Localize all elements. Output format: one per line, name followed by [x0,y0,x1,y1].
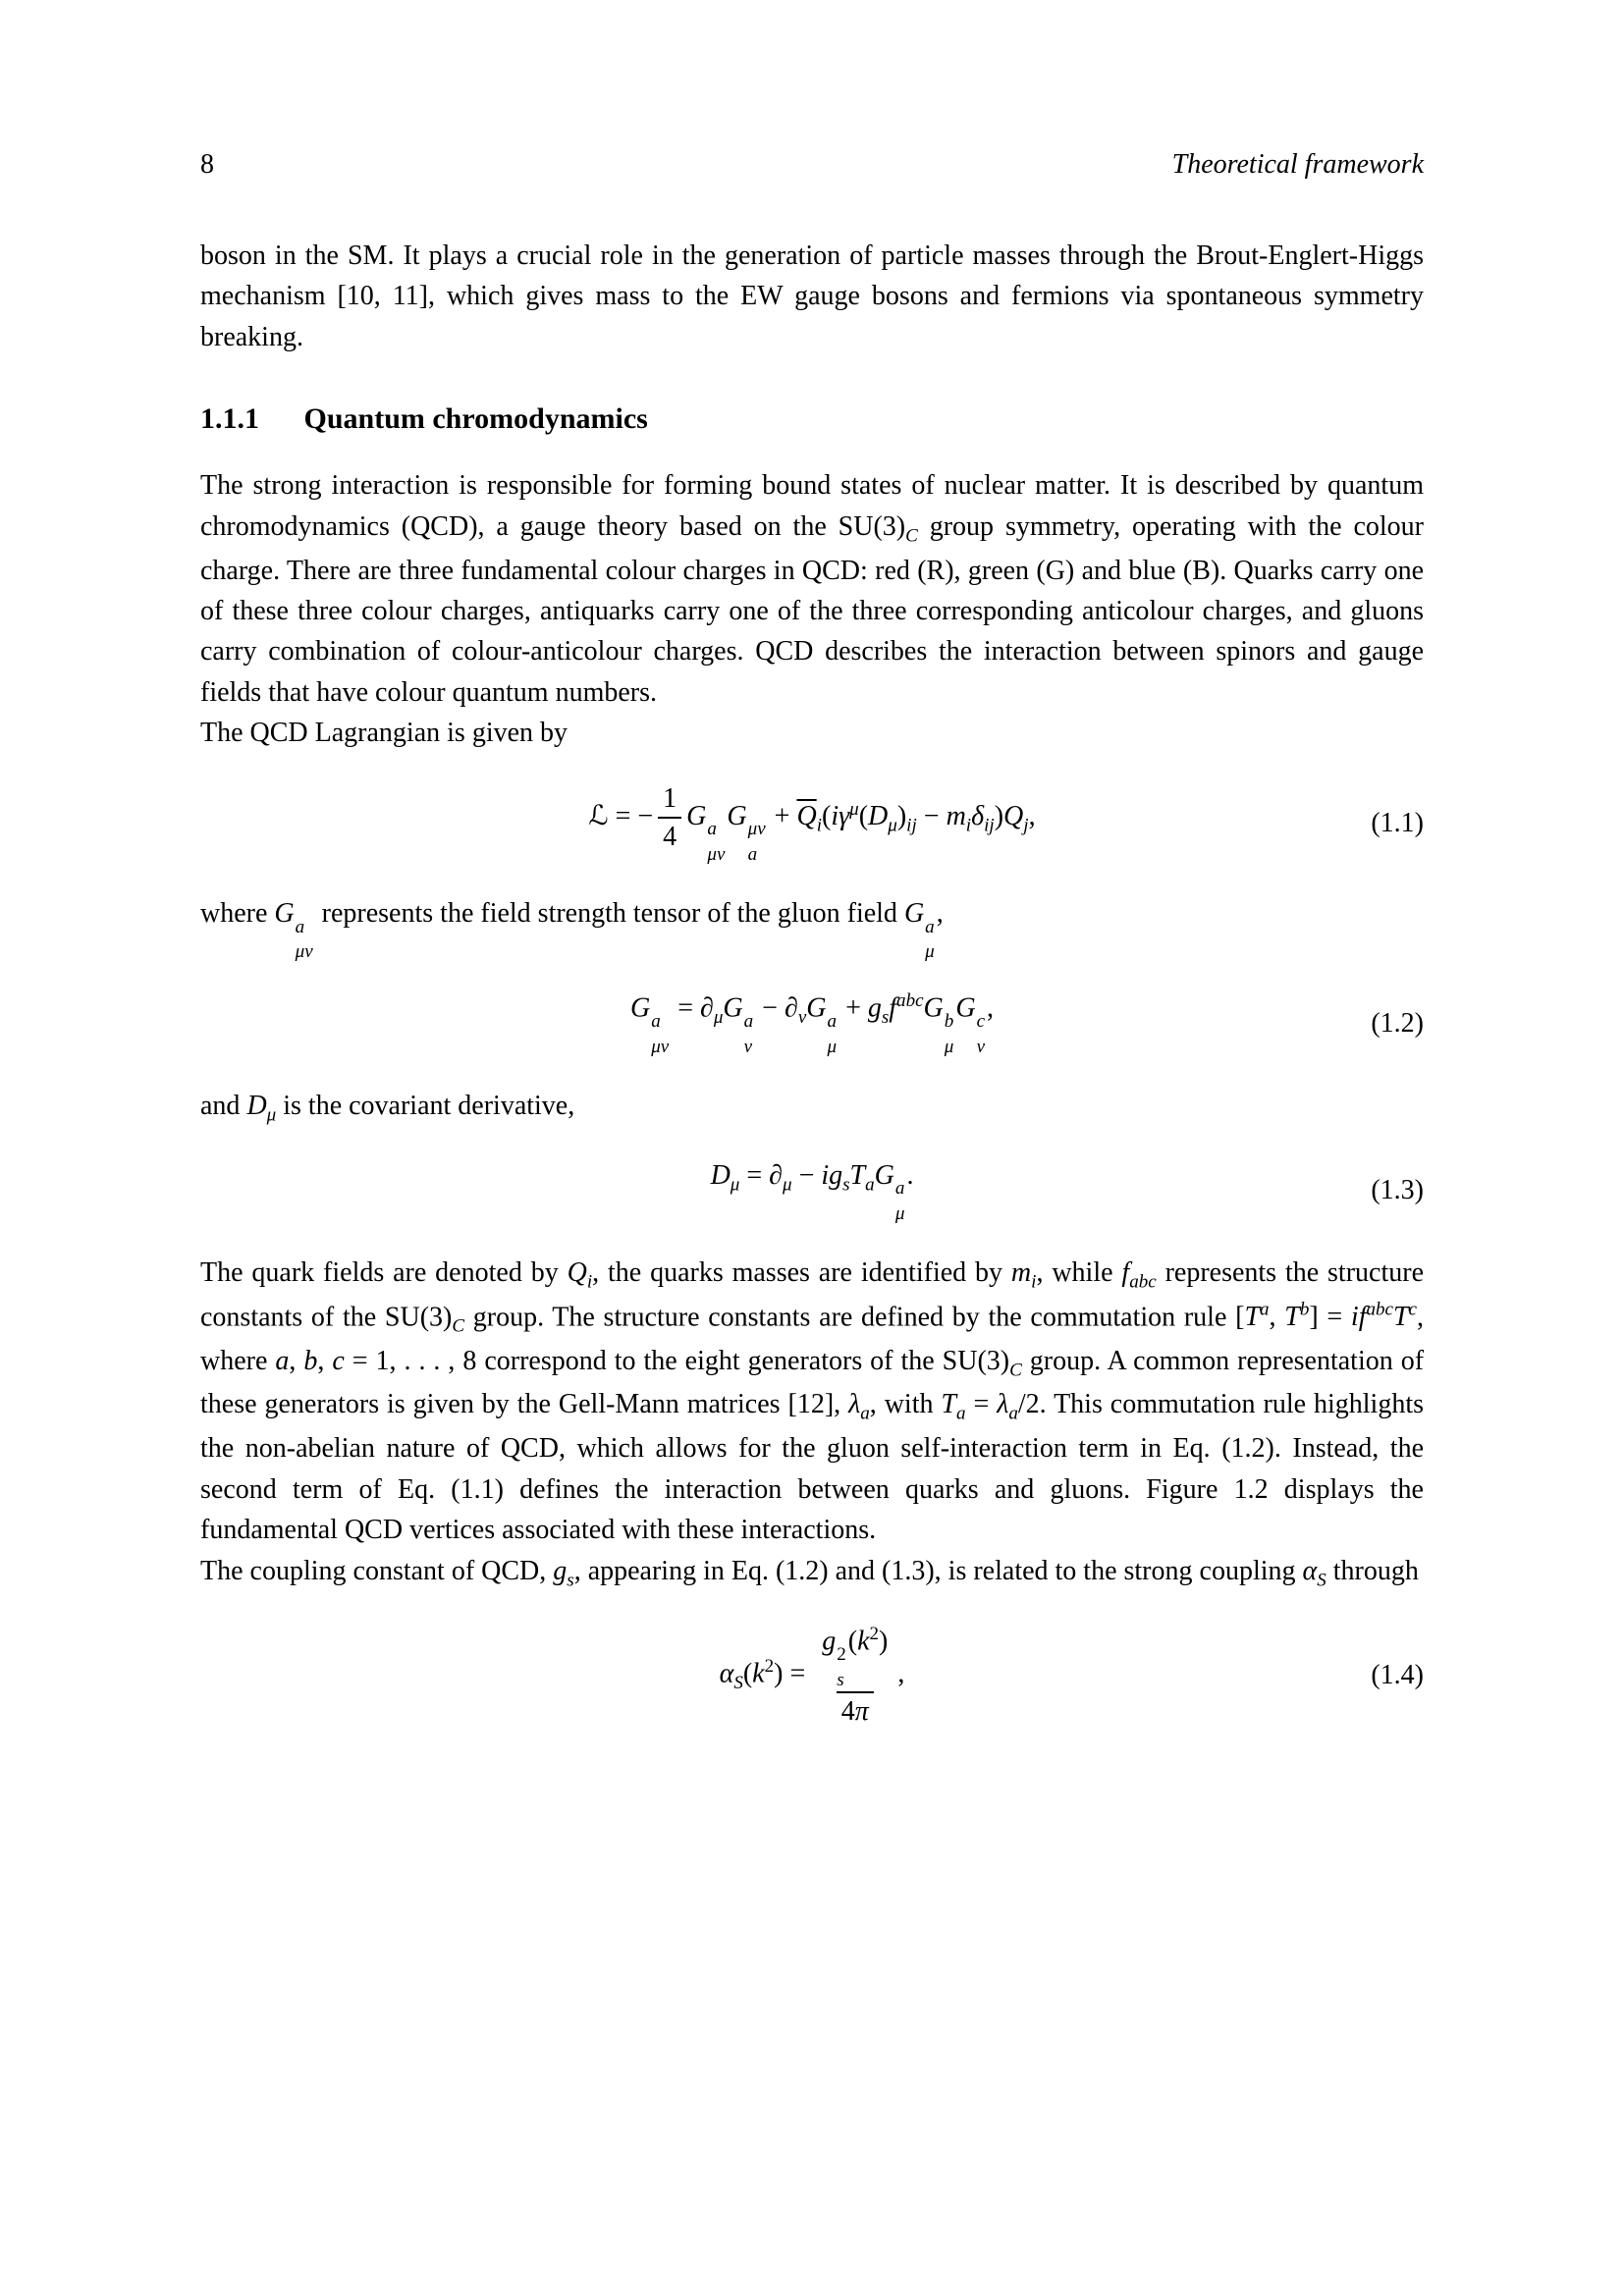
equation-1-1 [200,783,1424,864]
equation-1-3-tag: (1.3) [1371,1175,1424,1206]
section-number: 1.1.1 [200,402,259,436]
equation-1-3-math: $D_\mu = \partial_\mu - ig_sT_aG$ a μ . [710,1159,914,1224]
section-heading [200,402,1424,436]
paragraph-quark-fields: The quark fields are denoted by $Q_i$, the quarks masses are identified by $m_i$, while $f_{abc}$ represents the structure constants of the $SU(3)_C$ group. The structure constants are defined by the commutation rule [$T^a$, $T^b] = if^{abc}T^c$, where a, b, c = 1, . . . , 8 correspond to the eight generators of the $SU(3)_C$ group. A common representation of these generators is given by the Gell-Mann matrices [12], $\lambda_a$, with $T_a = \lambda_a/2$. This commutation rule highlights the non-abelian nature of QCD, which allows for the gluon self-interaction term in Eq. (1.2). Instead, the second term of Eq. (1.1) defines the interaction between quarks and gluons. Figure 1.2 displays the fundamental QCD vertices associated with these interactions. [200,1256,1425,1546]
paragraph-qcd: The strong interaction is responsible for forming bound states of nuclear matter. It is described by quantum chromodynamics (QCD), a gauge theory based on the $SU(3)_C$ group symmetry, operating with the colour charge. There are three fundamental colour charges in QCD: red (R), green (G) and blue (B). Quarks carry one of these three colour charges, antiquarks carry one of the three corresponding anticolour charges, and gluons carry combination of colour-anticolour charges. QCD describes the interaction between spinors and gauge fields that have colour quantum numbers. [200,470,1424,708]
page-header [200,149,1424,181]
equation-1-4-math: $\alpha_S(k^2)$ = g 2 s $(k^2)$ 4π , [719,1624,905,1727]
equation-1-2-math: G a μν = $\partial_\mu G$ a ν − $\partial_\nu G$ a μ + $g_sf^{abc}G$ b μ G c ν , [629,990,995,1057]
equation-1-1-math: ℒ = − $\frac{1}{4}$ G a μν G μν a + $\overline{Q}_i(i\gamma^\mu(D_\mu)_{ij} - m_i\delta_{ij})Q_j$, [588,782,1036,865]
line-field-strength: where G a μν represents the field strength tensor of the gluon field G a μ , [200,898,944,963]
running-title: Theoretical framework [1171,149,1424,180]
equation-1-1-tag: (1.1) [1371,808,1424,839]
equation-1-4 [200,1624,1424,1728]
equation-1-3 [200,1159,1424,1223]
paragraph-coupling: The coupling constant of QCD, $g_s$, appearing in Eq. (1.2) and (1.3), is related to the strong coupling $\alpha_S$ through [200,1555,1419,1591]
equation-1-2-tag: (1.2) [1371,1007,1424,1039]
equation-1-2 [200,990,1424,1056]
page-number: 8 [200,149,214,180]
paragraph-intro: boson in the SM. It plays a crucial role in the generation of particle masses through the Brout-Englert-Higgs mechanism [10, 11], which gives mass to the EW gauge bosons and fermions via spontaneous symmetry breaking. [200,240,1424,352]
line-lagrangian: The QCD Lagrangian is given by [200,718,568,749]
line-covariant-derivative: and $D_\mu$ is the covariant derivative, [200,1090,575,1126]
section-title: Quantum chromodynamics [303,402,648,436]
equation-1-4-tag: (1.4) [1371,1660,1424,1691]
